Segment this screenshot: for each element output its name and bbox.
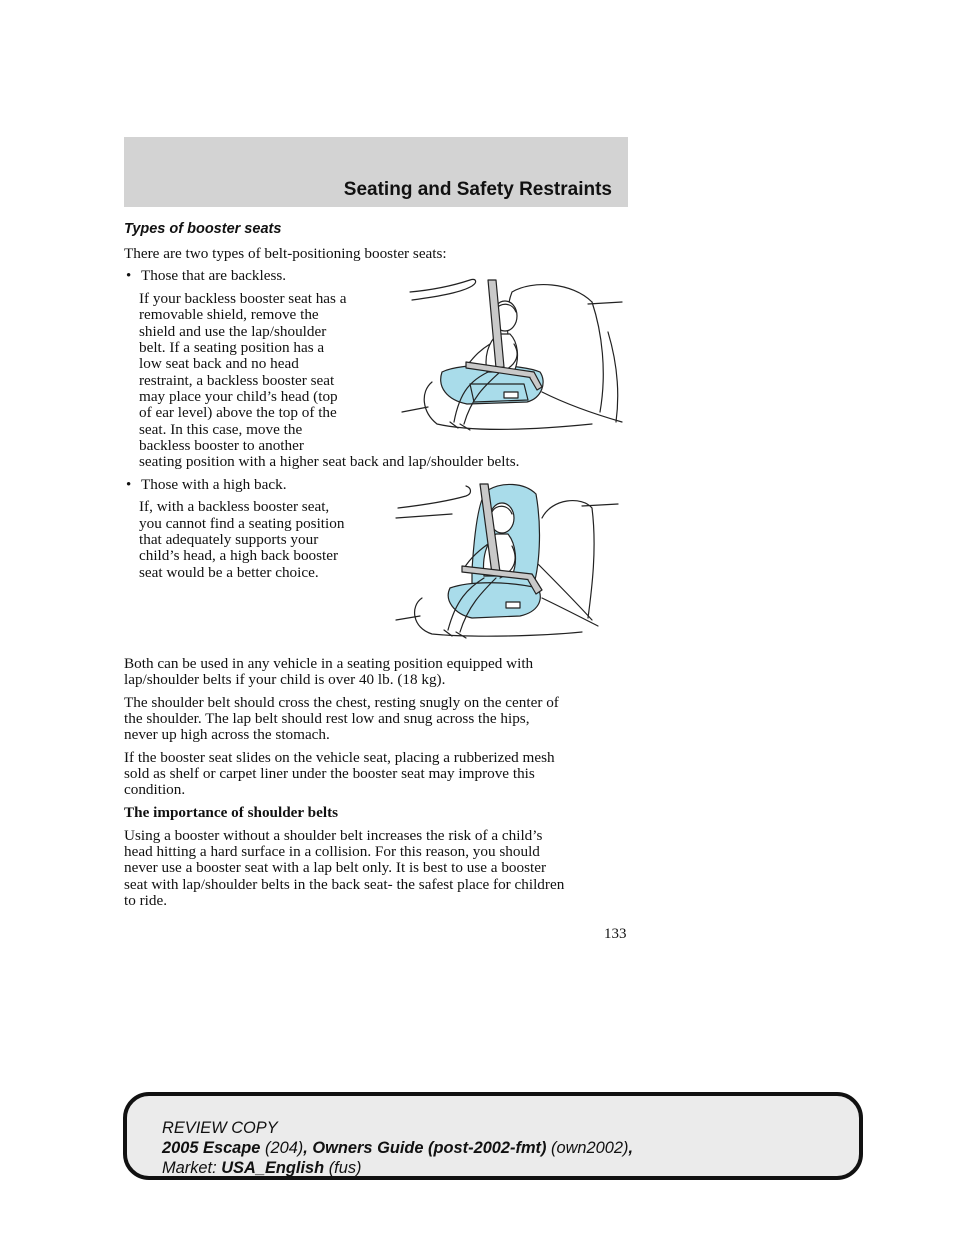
body-line: removable shield, remove the [139,306,319,323]
body-line: of ear level) above the top of the [139,404,337,421]
footer-separator: , [303,1139,308,1157]
body-line: never use a booster seat with a lap belt only. It is best to use a booster [124,859,547,876]
body-line: If your backless booster seat has a [139,290,347,307]
body-line: The shoulder belt should cross the chest, resting snugly on the center of [124,694,559,711]
body-line: shield and use the lap/shoulder [139,323,327,340]
body-line: seat with lap/shoulder belts in the back seat- the safest place for children [124,876,565,893]
body-line: the shoulder. The lap belt should rest low and snug across the hips, [124,710,530,727]
footer-guide-line [162,1138,633,1158]
high-back-booster-illustration [392,478,628,640]
body-line: sold as shelf or carpet liner under the booster seat may improve this [124,765,535,782]
footer-market-code: (fus) [328,1159,362,1177]
body-line: low seat back and no head [139,355,299,372]
body-line: seating position with a higher seat back and lap/shoulder belts. [139,453,520,470]
body-line: lap/shoulder belts if your child is over 40 lb. (18 kg). [124,671,446,688]
body-line: Both can be used in any vehicle in a seating position equipped with [124,655,534,672]
body-line: seat would be a better choice. [139,564,319,581]
footer-market-line [162,1158,633,1178]
body-line: may place your child’s head (top [139,388,338,405]
body-line: If the booster seat slides on the vehicle seat, placing a rubberized mesh [124,749,555,766]
intro-text: There are two types of belt-positioning booster seats: [124,245,447,262]
body-line: never up high across the stomach. [124,726,330,743]
footer-guide: Owners Guide (post-2002-fmt) [312,1139,547,1157]
body-line: head hitting a hard surface in a collision. For this reason, you should [124,843,540,860]
footer-model: 2005 Escape [162,1139,261,1157]
section-heading: The importance of shoulder belts [124,804,339,821]
bullet-label-backless: Those that are backless. [141,267,287,284]
footer-market-label: Market: [162,1159,217,1177]
body-line: If, with a backless booster seat, [139,498,330,515]
body-line: belt. If a seating position has a [139,339,325,356]
review-copy-label: REVIEW COPY [162,1119,278,1137]
footer-guide-code: (own2002) [551,1139,629,1157]
body-line: backless booster to another [139,437,304,454]
backless-booster-illustration [392,272,628,434]
body-line: condition. [124,781,186,798]
footer-market: USA_English [221,1159,325,1177]
bullet-marker: • [126,268,132,284]
footer-model-code: (204) [265,1139,304,1157]
body-line: child’s head, a high back booster [139,547,339,564]
footer-text [162,1118,633,1178]
body-line: restraint, a backless booster seat [139,372,335,389]
body-line: that adequately supports your [139,531,319,548]
page-title: Seating and Safety Restraints [343,179,612,200]
body-line: to ride. [124,892,168,909]
bullet-marker: • [126,477,132,493]
page-number: 133 [604,926,627,942]
body-line: seat. In this case, move the [139,421,303,438]
body-line: you cannot find a seating position [139,515,345,532]
body-line: Using a booster without a shoulder belt increases the risk of a child’s [124,827,543,844]
section-subtitle: Types of booster seats [124,221,282,237]
bullet-label-high-back: Those with a high back. [141,476,287,493]
section-header-band [124,137,628,207]
footer-separator: , [628,1139,634,1157]
